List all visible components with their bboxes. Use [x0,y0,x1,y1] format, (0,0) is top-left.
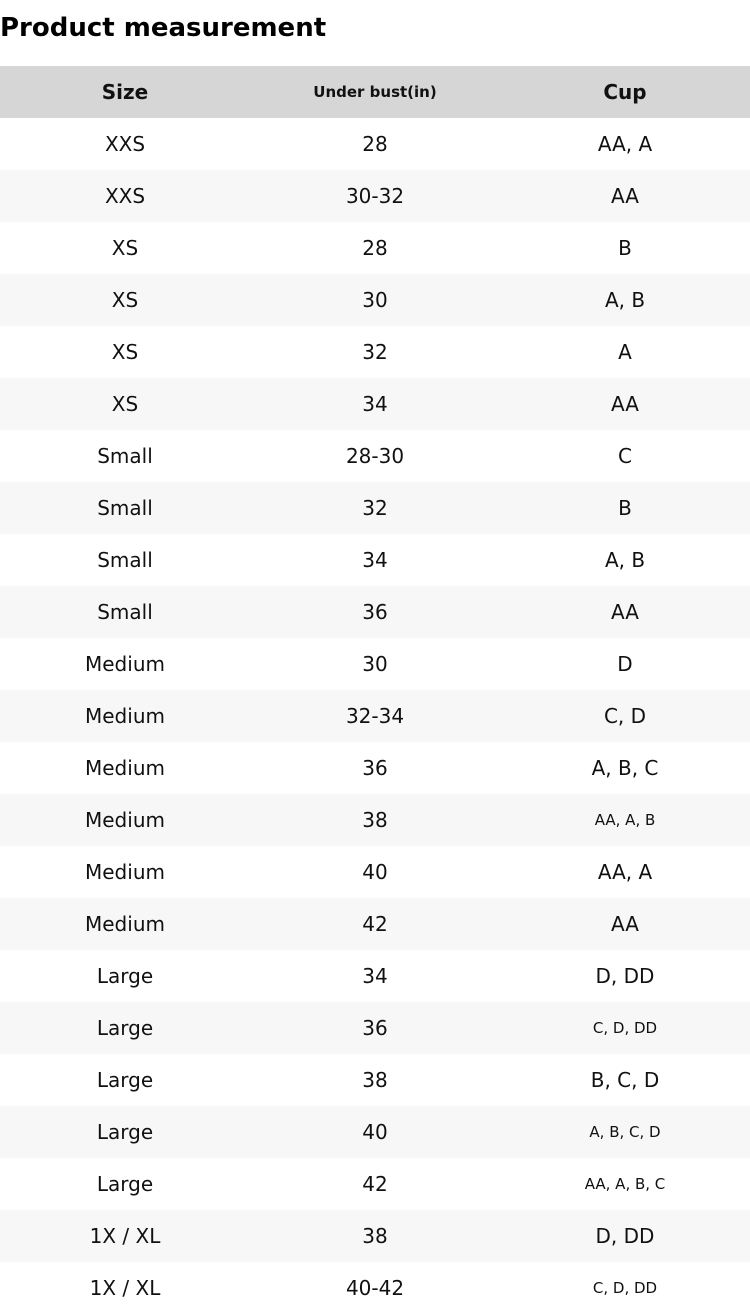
cup-cell: B [618,236,632,260]
under-bust-cell: 28 [362,236,388,260]
size-cell: Medium [85,912,165,936]
table-row [0,1158,750,1210]
cup-cell: B, C, D [590,1068,660,1092]
size-cell: Medium [85,756,165,780]
table-row [0,118,750,170]
cup-cell: B [618,496,632,520]
under-bust-cell: 36 [362,756,388,780]
under-bust-cell: 30 [362,288,388,312]
under-bust-cell: 36 [362,600,388,624]
cup-cell: AA, A [597,860,653,884]
under-bust-cell: 28 [362,132,388,156]
cup-cell: A, B [604,548,646,572]
under-bust-cell: 28-30 [345,444,405,468]
table-row [0,586,750,638]
table-row [0,1002,750,1054]
size-cell: XS [111,392,139,416]
size-cell: Medium [85,652,165,676]
under-bust-cell: 34 [362,548,388,572]
cup-cell: AA [611,392,639,416]
table-row [0,378,750,430]
table-row [0,898,750,950]
table-row [0,742,750,794]
under-bust-cell: 32-34 [345,704,405,728]
cup-cell: AA, A, B [594,811,656,829]
size-cell: XS [111,340,139,364]
table-header-row [0,66,750,118]
table-row [0,950,750,1002]
under-bust-cell: 34 [362,964,388,988]
under-bust-cell: 42 [362,1172,388,1196]
under-bust-cell: 38 [362,808,388,832]
cup-cell: D [617,652,633,676]
table-row [0,274,750,326]
table-row [0,222,750,274]
header-cup: Cup [603,80,647,104]
table-row [0,534,750,586]
cup-cell: AA [611,912,639,936]
under-bust-cell: 38 [362,1068,388,1092]
table-row [0,794,750,846]
table-row [0,1210,750,1262]
under-bust-cell: 34 [362,392,388,416]
table-row [0,846,750,898]
size-cell: Medium [85,704,165,728]
table-row [0,482,750,534]
size-cell: Large [96,1120,154,1144]
under-bust-cell: 32 [362,340,388,364]
under-bust-cell: 42 [362,912,388,936]
size-cell: XXS [104,132,146,156]
table-row [0,1106,750,1158]
under-bust-cell: 30 [362,652,388,676]
size-cell: Large [96,964,154,988]
cup-cell: AA [611,600,639,624]
cup-cell: AA, A [597,132,653,156]
under-bust-cell: 30-32 [345,184,405,208]
table-row [0,1262,750,1314]
cup-cell: C, D, DD [592,1019,658,1037]
size-cell: Small [97,496,153,520]
table-row [0,430,750,482]
cup-cell: D, DD [595,964,655,988]
size-cell: Large [96,1068,154,1092]
page-title: Product measurement [0,13,327,43]
size-cell: Small [97,444,153,468]
cup-cell: AA [611,184,639,208]
cup-cell: A [618,340,632,364]
table-row [0,638,750,690]
cup-cell: A, B, C, D [589,1123,661,1141]
cup-cell: D, DD [595,1224,655,1248]
size-cell: Small [97,600,153,624]
size-cell: 1X / XL [89,1224,161,1248]
size-chart-table [0,66,750,1314]
size-cell: Small [97,548,153,572]
size-cell: Large [96,1016,154,1040]
under-bust-cell: 36 [362,1016,388,1040]
size-cell: Medium [85,860,165,884]
header-size: Size [101,80,149,104]
size-cell: Large [96,1172,154,1196]
table-body [0,118,750,1314]
size-cell: XS [111,236,139,260]
cup-cell: C, D [603,704,647,728]
under-bust-cell: 40 [362,1120,388,1144]
size-cell: XS [111,288,139,312]
size-cell: XXS [104,184,146,208]
cup-cell: C, D, DD [592,1279,658,1297]
cup-cell: C [618,444,632,468]
cup-cell: A, B, C [591,756,659,780]
size-cell: Medium [85,808,165,832]
under-bust-cell: 40-42 [345,1276,405,1300]
table-row [0,1054,750,1106]
size-cell: 1X / XL [89,1276,161,1300]
table-row [0,690,750,742]
table-row [0,326,750,378]
under-bust-cell: 38 [362,1224,388,1248]
header-under-bust: Under bust(in) [313,83,437,101]
cup-cell: AA, A, B, C [584,1175,666,1193]
under-bust-cell: 40 [362,860,388,884]
under-bust-cell: 32 [362,496,388,520]
cup-cell: A, B [604,288,646,312]
table-row [0,170,750,222]
